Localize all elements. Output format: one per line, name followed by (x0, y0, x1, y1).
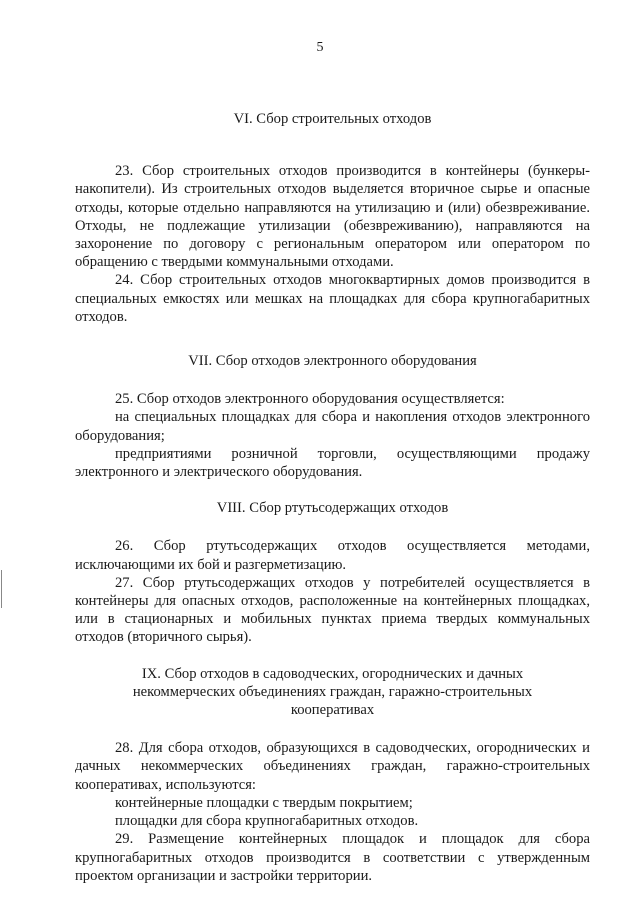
section-heading-vi: VI. Сбор строительных отходов (233, 111, 432, 127)
section-heading-ix (75, 665, 590, 720)
paragraph-25: 25. Сбор отходов электронного оборудования осуществляется: (115, 391, 505, 408)
paragraph-29: 29. Размещение контейнерных площадок и площадок для сбора крупногабаритных отходов производится в соответствии с утвержденным проектом организации и застройки территории. (75, 831, 590, 884)
section-heading-viii: VIII. Сбор ртутьсодержащих отходов (216, 500, 449, 517)
list-item-bulky-waste-sites: площадки для сбора крупногабаритных отходов. (115, 813, 419, 830)
paragraph-28: 28. Для сбора отходов, образующихся в садоводческих, огороднических и дачных некоммерческих объединениях граждан, гаражно-строительных кооперативах, используются: (75, 740, 590, 793)
list-item-container-sites: контейнерные площадки с твердым покрытием; (115, 794, 413, 811)
section-heading-ix-line-1: IX. Сбор отходов в садоводческих, огороднических и дачных (141, 665, 524, 682)
document-body (75, 110, 590, 885)
paragraph-27: 27. Сбор ртутьсодержащих отходов у потребителей осуществляется в контейнеры для опасных отходов, расположенные на контейнерных площадках, или в стационарных и мобильных пунктах приема твердых коммунальных отходов (вторичного сырья). (75, 574, 590, 646)
paragraph-23: 23. Сбор строительных отходов производится в контейнеры (бункеры-накопители). Из строительных отходов выделяется вторичное сырье и опасные отходы, которые отдельно направляются на утилизацию и (или) обезвреживание. Отходы, не подлежащие утилизации (обезвреживанию), направляются на захоронение по договору с региональным оператором или оператором по обращению с твердыми коммунальными отходами. (75, 163, 590, 271)
section-heading-ix-line-2: некоммерческих объединениях граждан, гаражно-строительных (132, 683, 533, 700)
paragraph-26: 26. Сбор ртутьсодержащих отходов осуществляется методами, исключающими их бой и разгерметизацию. (75, 538, 590, 573)
section-heading-ix-line-3: кооперативах (290, 702, 375, 719)
scan-edge-mark (1, 570, 2, 608)
section-heading-vii: VII. Сбор отходов электронного оборудования (188, 353, 477, 370)
list-item-special-sites: на специальных площадках для сбора и накопления отходов электронного оборудования; (75, 409, 590, 444)
page-number: 5 (316, 40, 324, 55)
list-item-retail: предприятиями розничной торговли, осуществляющими продажу электронного и электрического оборудования. (75, 445, 590, 481)
paragraph-24: 24. Сбор строительных отходов многоквартирных домов производится в специальных емкостях или мешках на площадках для сбора крупногабаритных отходов. (75, 272, 590, 325)
